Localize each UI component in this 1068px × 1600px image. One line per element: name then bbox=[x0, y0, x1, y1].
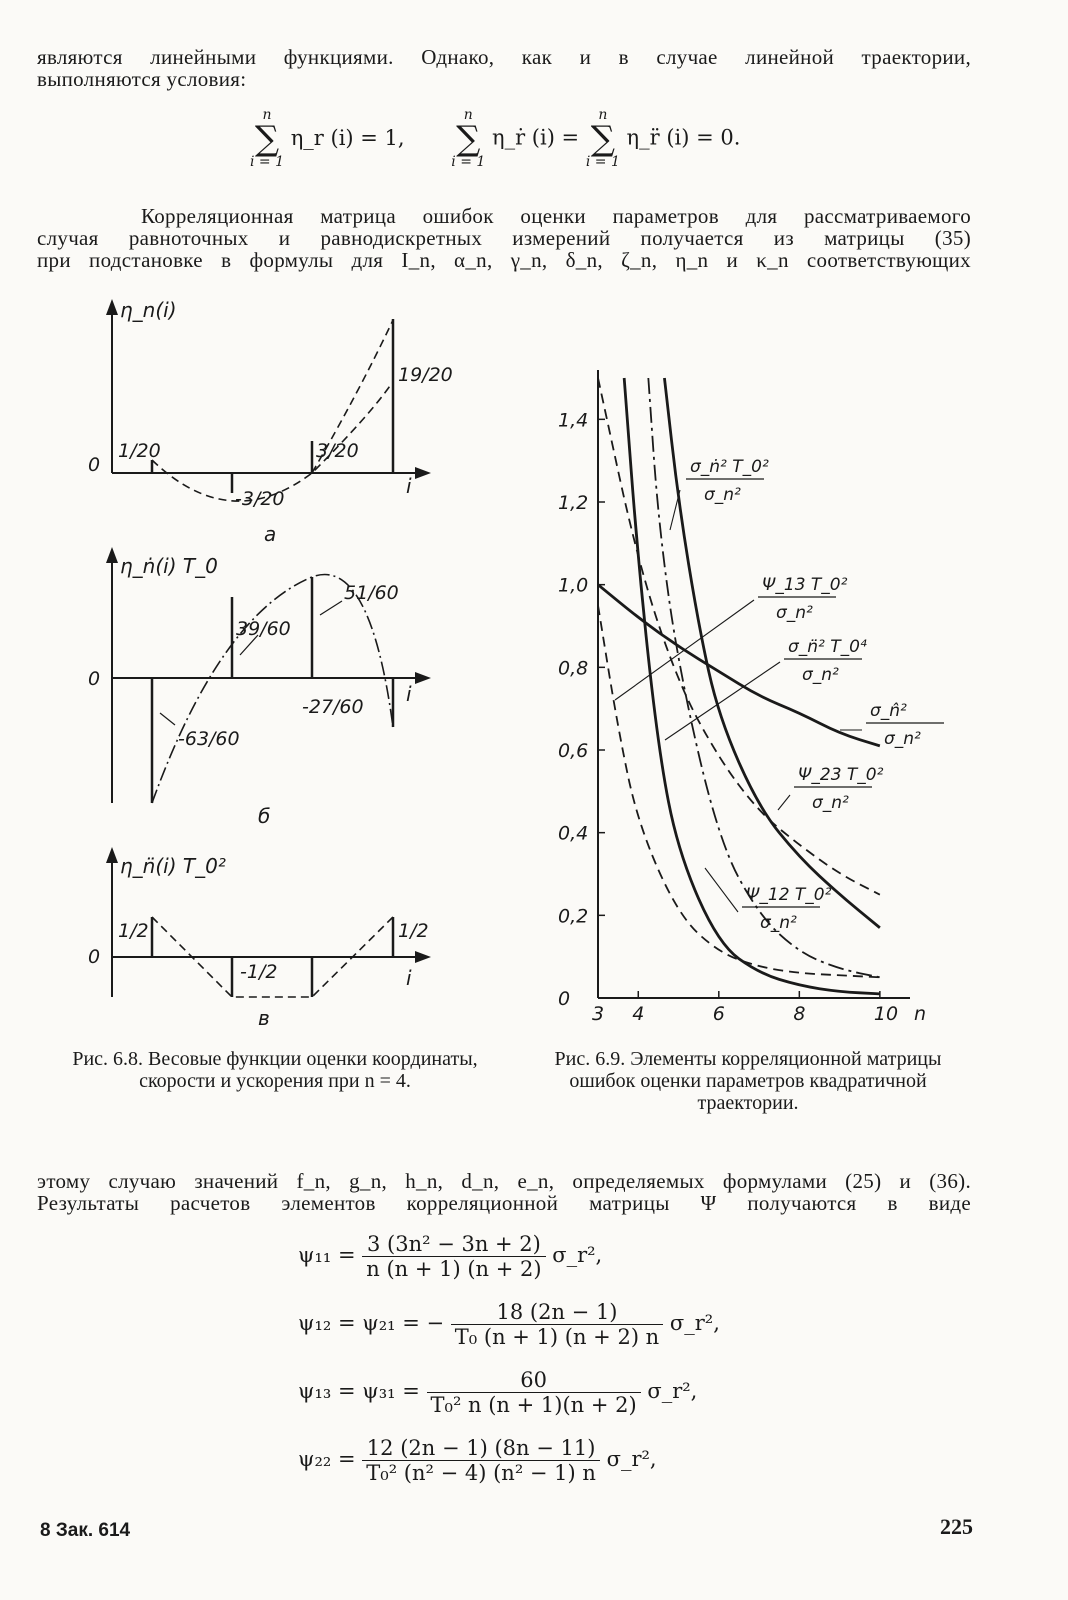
curve-label-den: σ_n² bbox=[760, 913, 797, 933]
text-line: Корреляционная матрица ошибок оценки параметров для рассматриваемого bbox=[141, 204, 971, 228]
curve-label-num: Ψ_23 T_0² bbox=[798, 765, 884, 785]
curve-label-den: σ_n² bbox=[776, 603, 813, 623]
text-line: при подстановке в формулы для I_n, α_n, γ_n, δ_n, ζ_n, η_n и κ_n соответствующих bbox=[37, 248, 971, 272]
panel-ylabel: η_n̈(i) T_0² bbox=[120, 854, 226, 878]
svg-text:-63/60: -63/60 bbox=[178, 728, 240, 750]
x-tick-label: 3 bbox=[592, 1003, 605, 1025]
y-tick-label: 1,0 bbox=[558, 574, 589, 597]
x-axis-label: n bbox=[914, 1003, 927, 1025]
paragraph-1 bbox=[37, 46, 971, 90]
text-line: этому случаю значений f_n, g_n, h_n, d_n, e_n, определяемых формулами (25) и (36). bbox=[37, 1169, 971, 1193]
curve-label-num: σ_n̈² T_0⁴ bbox=[788, 637, 867, 657]
curve-leader bbox=[705, 868, 738, 912]
figure-6-9-chart bbox=[540, 320, 960, 1040]
text-line: случая равноточных и равнодискретных измерений получается из матрицы (35) bbox=[37, 226, 971, 250]
svg-text:-1/2: -1/2 bbox=[240, 961, 278, 983]
equation-psi13: ψ₁₃ = ψ₃₁ = $\frac{60}{\text{T₀² n (n + 1)(n + 2)}}$ σ_r², bbox=[298, 1368, 698, 1417]
sum-symbol: n ∑ i = 1 bbox=[250, 107, 285, 170]
paragraph-2 bbox=[37, 205, 971, 271]
equation-psi11: ψ₁₁ = $\frac{\text{3 (3n² − 3n + 2)}}{n (n + 1) (n + 2)}$ σ_r², bbox=[298, 1232, 603, 1281]
page-number: 225 bbox=[940, 1514, 973, 1539]
curve-label-den: σ_n² bbox=[704, 485, 741, 505]
curve-leader bbox=[670, 490, 680, 530]
equation-psi22: ψ₂₂ = $\frac{12 (2n - 1) (8n - 11)}{\text{T₀² (n² − 4) (n² − 1) n}}$ σ_r², bbox=[298, 1436, 657, 1485]
eq-term: η_r̈ (i) = 0. bbox=[626, 125, 741, 150]
series-line-5 bbox=[598, 605, 880, 977]
y-tick-label: 0,4 bbox=[558, 822, 589, 845]
y-tick-label: 0,6 bbox=[558, 740, 589, 762]
eq-term: η_ṙ (i) = bbox=[491, 125, 580, 150]
svg-text:1/20: 1/20 bbox=[118, 440, 161, 462]
svg-text:3/20: 3/20 bbox=[316, 440, 359, 462]
panel-letter: в bbox=[258, 1006, 270, 1030]
y-tick-label: 0,2 bbox=[558, 905, 589, 928]
panel-a bbox=[88, 298, 453, 546]
curve-label-num: σ_ṅ² T_0² bbox=[690, 457, 769, 477]
y-tick-label: 1,4 bbox=[558, 409, 589, 432]
svg-text:19/20: 19/20 bbox=[398, 364, 453, 386]
x-tick-label: 8 bbox=[793, 1003, 806, 1025]
svg-text:i: i bbox=[406, 966, 412, 990]
equations-block bbox=[298, 1232, 818, 1504]
y-tick-label: 0 bbox=[558, 988, 571, 1010]
panel-ylabel: η_n(i) bbox=[120, 298, 177, 322]
figure-6-9-caption: Рис. 6.9. Элементы корреляционной матрицы ошибок оценки параметров квадратичной траектории. bbox=[554, 1048, 942, 1114]
figure-6-8-caption: Рис. 6.8. Весовые функции оценки координаты, скорости и ускорения при n = 4. bbox=[72, 1048, 478, 1092]
paragraph-3 bbox=[37, 1170, 971, 1214]
text-line: выполняются условия: bbox=[37, 67, 247, 91]
panel-c bbox=[88, 853, 429, 1030]
y-tick-label: 0,8 bbox=[558, 657, 589, 680]
panel-letter: а bbox=[264, 522, 277, 546]
curve-label-num: Ψ_13 T_0² bbox=[762, 575, 848, 595]
x-tick-label: 4 bbox=[632, 1003, 645, 1025]
svg-text:1/2: 1/2 bbox=[398, 920, 429, 942]
figure-6-8 bbox=[80, 295, 480, 1035]
curve-leader bbox=[778, 795, 790, 810]
svg-text:1/2: 1/2 bbox=[118, 920, 149, 942]
x-tick-label: 10 bbox=[873, 1003, 899, 1025]
svg-text:-27/60: -27/60 bbox=[302, 696, 364, 718]
svg-text:-3/20: -3/20 bbox=[235, 488, 285, 510]
curve-label-num: Ψ_12 T_0² bbox=[746, 885, 832, 905]
equation-psi12: ψ₁₂ = ψ₂₁ = − $\frac{18 (2n - 1)}{\text{T₀ (n + 1) (n + 2) n}}$ σ_r², bbox=[298, 1300, 720, 1349]
panel-ylabel: η_ṅ(i) T_0 bbox=[120, 554, 218, 578]
print-signature: 8 Зак. 614 bbox=[40, 1520, 131, 1541]
svg-text:39/60: 39/60 bbox=[236, 618, 291, 640]
sum-symbol: n ∑ i = 1 bbox=[585, 107, 620, 170]
panel-letter: б bbox=[258, 804, 271, 828]
svg-text:i: i bbox=[406, 682, 412, 706]
svg-text:i: i bbox=[406, 474, 412, 498]
x-tick-label: 6 bbox=[712, 1003, 725, 1025]
svg-text:0: 0 bbox=[88, 668, 101, 690]
curve-label-den: σ_n² bbox=[802, 665, 839, 685]
curve-label-den: σ_n² bbox=[884, 729, 921, 749]
y-tick-label: 1,2 bbox=[558, 492, 589, 514]
eq-term: η_r (i) = 1, bbox=[290, 125, 405, 150]
text-line: Результаты расчетов элементов корреляционной матрицы Ψ получаются в виде bbox=[37, 1191, 971, 1215]
svg-text:0: 0 bbox=[88, 946, 101, 968]
chart-curve-labels bbox=[615, 457, 944, 933]
condition-equation bbox=[250, 108, 770, 188]
curve-label-num: σ_n̂² bbox=[870, 701, 907, 721]
svg-text:0: 0 bbox=[88, 454, 101, 476]
panel-b bbox=[88, 553, 425, 828]
curve-label-den: σ_n² bbox=[812, 793, 849, 813]
text-line: являются линейными функциями. Однако, как и в случае линейной траектории, bbox=[37, 45, 971, 69]
sum-symbol: n ∑ i = 1 bbox=[451, 107, 486, 170]
svg-text:51/60: 51/60 bbox=[344, 582, 399, 604]
